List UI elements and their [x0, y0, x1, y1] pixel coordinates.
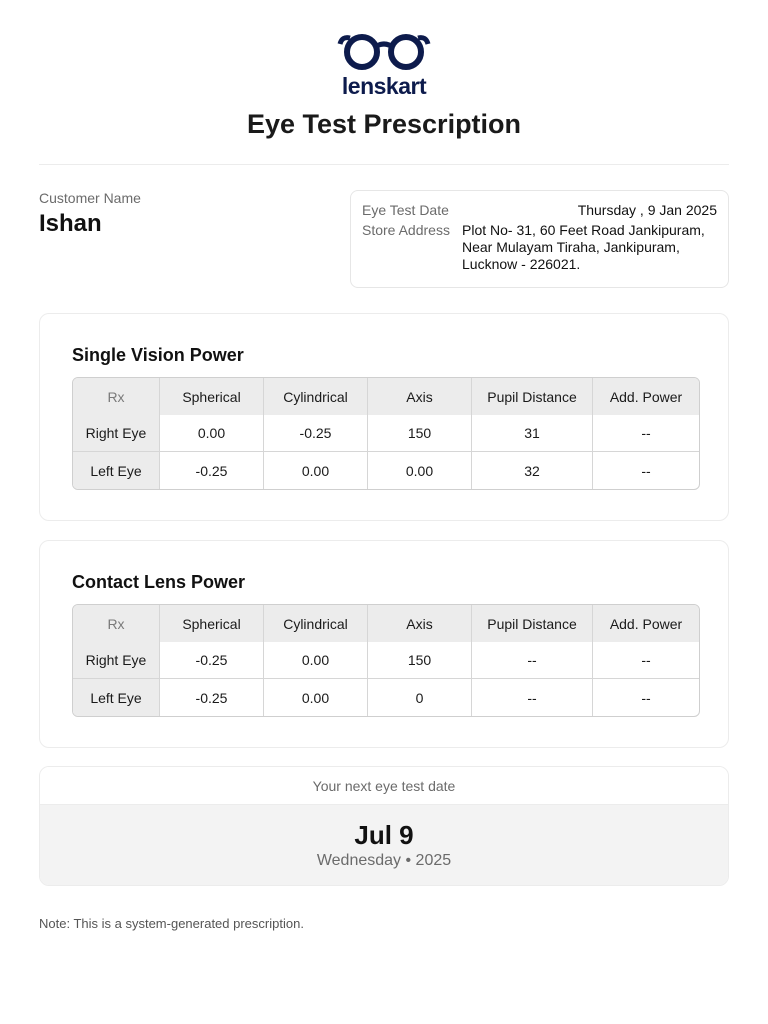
column-header-add-power: Add. Power [593, 378, 699, 415]
table-header-row [73, 605, 699, 642]
row-label-left-eye: Left Eye [73, 679, 160, 716]
next-test-body [40, 805, 728, 886]
customer-name-label: Customer Name [39, 190, 141, 206]
store-address-label: Store Address [362, 222, 450, 238]
column-header-spherical: Spherical [160, 605, 264, 642]
next-test-card [39, 766, 729, 886]
glasses-icon [334, 34, 434, 74]
contact-lens-title: Contact Lens Power [72, 572, 246, 592]
test-info-card [350, 190, 729, 288]
table-cell: -- [641, 689, 651, 706]
next-test-date: Jul 9 [354, 820, 414, 850]
single-vision-panel [39, 313, 729, 521]
single-vision-table [72, 377, 700, 490]
table-cell: -0.25 [264, 415, 368, 452]
table-cell: -- [593, 415, 699, 452]
column-header-add-power: Add. Power [593, 605, 699, 642]
table-row [73, 642, 699, 679]
table-cell: 150 [368, 415, 472, 452]
eye-test-date-label: Eye Test Date [362, 202, 449, 218]
single-vision-title: Single Vision Power [72, 345, 244, 365]
table-cell: 0.00 [368, 452, 472, 489]
table-row [73, 679, 699, 716]
column-header-cylindrical: Cylindrical [264, 605, 368, 642]
column-header-pupil-distance: Pupil Distance [472, 605, 593, 642]
contact-lens-table [72, 604, 700, 717]
lenskart-logo [334, 34, 434, 100]
customer-name: Ishan [39, 210, 102, 237]
column-header-rx: Rx [73, 378, 160, 415]
column-header-pupil-distance: Pupil Distance [472, 378, 593, 415]
row-label-right-eye: Right Eye [73, 642, 160, 679]
next-test-weekday-year: Wednesday • 2025 [316, 852, 452, 869]
table-cell: 32 [472, 452, 593, 489]
table-cell: -- [472, 679, 593, 716]
row-label-left-eye: Left Eye [73, 452, 160, 489]
table-cell: 0.00 [264, 642, 368, 679]
table-header-row [73, 378, 699, 415]
column-header-axis: Axis [368, 378, 472, 415]
page-title: Eye Test Prescription [246, 109, 522, 139]
table-cell: 0 [368, 679, 472, 716]
table-cell: 0.00 [264, 679, 368, 716]
table-cell: -0.25 [160, 679, 264, 716]
table-cell: -- [593, 642, 699, 679]
footer-note: Note: This is a system-generated prescription. [39, 916, 304, 931]
column-header-axis: Axis [368, 605, 472, 642]
table-cell: 0.00 [160, 415, 264, 452]
table-cell: 31 [472, 415, 593, 452]
column-header-spherical: Spherical [160, 378, 264, 415]
table-cell: -0.25 [160, 452, 264, 489]
column-header-cylindrical: Cylindrical [264, 378, 368, 415]
column-header-rx: Rx [73, 605, 160, 642]
header-divider [39, 164, 729, 165]
table-row [73, 415, 699, 452]
row-label-right-eye: Right Eye [73, 415, 160, 452]
table-row [73, 452, 699, 489]
store-address-value: Plot No- 31, 60 Feet Road Jankipuram, Near Mulayam Tiraha, Jankipuram, Lucknow - 226021. [462, 222, 705, 272]
contact-lens-panel [39, 540, 729, 748]
eye-test-date-value: Thursday , 9 Jan 2025 [577, 202, 717, 218]
brand-name: lenskart [341, 73, 427, 99]
table-cell: -- [641, 462, 651, 479]
table-cell: -- [472, 642, 593, 679]
table-cell: -0.25 [160, 642, 264, 679]
table-cell: 0.00 [264, 452, 368, 489]
next-test-label: Your next eye test date [40, 767, 728, 805]
table-cell: 150 [368, 642, 472, 679]
